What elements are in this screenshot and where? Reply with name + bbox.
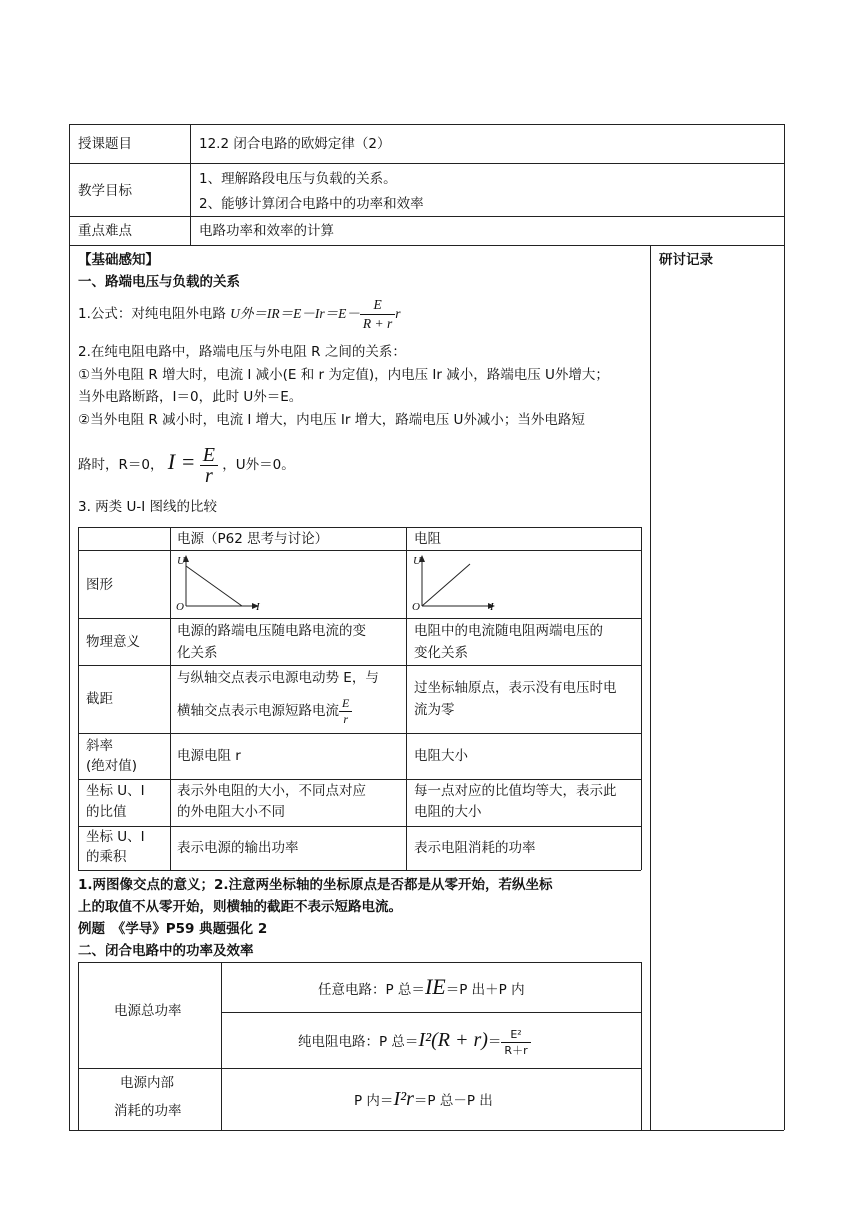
case2-line: ②当外电阻 R 减小时，电流 I 增大，内电压 Ir 增大，路端电压 U外减小；当外电路短 [78, 412, 585, 428]
ui-table-line [641, 527, 642, 870]
source-graph-origin: O [176, 601, 184, 613]
any-circuit-formula [318, 972, 525, 1002]
intercept-source: 与纵轴交点表示电源电动势 E，与 [177, 670, 379, 686]
table-right-border [784, 124, 785, 1130]
formula-prefix: 1.公式：对纯电阻外电路 [78, 306, 231, 322]
internal-expr: I²r [393, 1088, 414, 1110]
power-table-line [641, 962, 642, 1130]
header-col-divider [190, 124, 191, 245]
source-graph-axis-u: U [177, 555, 185, 567]
row-label-intercept: 截距 [86, 691, 113, 707]
internal-power-label: 电源内部 [120, 1075, 174, 1091]
ui-table-line [78, 527, 641, 528]
case1-line: ①当外电阻 R 增大时，电流 I 减小(E 和 r 为定值)，内电压 Ir 减小，路端电压 U外增大； [78, 367, 609, 383]
total-power-label: 电源总功率 [114, 1003, 182, 1019]
goal-item: 1、理解路段电压与负载的关系。 [199, 171, 397, 187]
table-bottom-border [69, 1130, 784, 1131]
fraction-numerator: E² [501, 1027, 530, 1043]
internal-tail: ＝P 总－P 出 [413, 1093, 493, 1109]
power-table-line [221, 962, 222, 1130]
power-table-line [221, 1012, 641, 1013]
ui-table-line [78, 527, 79, 870]
ui-table-line [170, 527, 171, 870]
intercept-source-line2 [177, 692, 352, 730]
resistor-graph-axis-i: I [490, 601, 494, 613]
pure-fraction [501, 1027, 530, 1058]
source-graph-axis-i: I [256, 601, 260, 613]
row-label-slope: 斜率 [86, 738, 113, 754]
conclusion-line: 1.两图像交点的意义；2.注意两坐标轴的坐标原点是否都是从零开始，若纵坐标 [78, 877, 553, 893]
current-fraction [200, 445, 218, 486]
resistor-graph-origin: O [412, 601, 420, 613]
row-label-slope: (绝对值) [86, 758, 138, 774]
meaning-resistor: 电阻中的电流随电阻两端电压的 [414, 623, 603, 639]
row-label-ratio: 坐标 U、I [86, 783, 145, 799]
internal-power-formula [354, 1084, 493, 1114]
course-title-label: 授课题目 [78, 136, 132, 152]
ratio-resistor: 每一点对应的比值均等大，表示此 [414, 783, 617, 799]
row-label-ratio: 的比值 [86, 804, 127, 820]
col-header-source: 电源（P62 思考与讨论） [177, 531, 329, 547]
power-table-line [78, 962, 79, 1130]
case2-text: ，U外＝0。 [222, 457, 295, 473]
basics-heading: 【基础感知】 [78, 252, 159, 268]
intercept-resistor: 流为零 [414, 702, 455, 718]
ratio-source: 表示外电阻的大小，不同点对应 [177, 783, 366, 799]
formula-fraction [360, 296, 395, 333]
section1-heading: 一、路端电压与负载的关系 [78, 274, 240, 290]
pure-label: 纯电阻电路：P 总＝ [298, 1034, 419, 1050]
course-title: 12.2 闭合电路的欧姆定律（2） [199, 136, 391, 152]
intercept-resistor: 过坐标轴原点，表示没有电压时电 [414, 680, 617, 696]
goals-label: 教学目标 [78, 183, 132, 199]
row-label-product: 的乘积 [86, 849, 127, 865]
resistor-graph-axis-u: U [413, 555, 421, 567]
internal-prefix: P 内＝ [354, 1093, 394, 1109]
ui-table-line [78, 870, 641, 871]
fraction-denominator: R + r [362, 315, 393, 331]
section2-heading: 二、闭合电路中的功率及效率 [78, 943, 254, 959]
pure-expr: I²(R + r) [418, 1029, 488, 1051]
relation-intro: 2.在纯电阻电路中，路端电压与外电阻 R 之间的关系： [78, 344, 406, 360]
row-label-graph: 图形 [86, 577, 113, 593]
meaning-source: 电源的路端电压随电路电流的变 [177, 623, 366, 639]
pure-eq: ＝ [487, 1034, 502, 1050]
source-ui-graph [176, 552, 266, 616]
current-symbol: I = [167, 449, 196, 474]
fraction-denominator: r [343, 711, 348, 726]
any-circuit-label: 任意电路：P 总＝ [318, 982, 425, 998]
side-col-divider [650, 245, 651, 1130]
key-points: 电路功率和效率的计算 [199, 223, 334, 239]
intercept-fraction [339, 696, 352, 727]
product-source: 表示电源的输出功率 [177, 840, 299, 856]
ui-table-line [78, 826, 641, 827]
col-header-resistor: 电阻 [414, 531, 441, 547]
internal-power-label: 消耗的功率 [114, 1103, 182, 1119]
case2-text: 路时，R＝0， [78, 457, 164, 473]
case2-line-formula [78, 440, 295, 487]
formula-body: U外＝IR＝E－Ir＝E－ [230, 306, 360, 321]
fraction-numerator: E [339, 696, 352, 712]
slope-resistor: 电阻大小 [414, 748, 468, 764]
ratio-source: 的外电阻大小不同 [177, 804, 285, 820]
goal-item: 2、能够计算闭合电路中的功率和效率 [199, 196, 424, 212]
fraction-numerator: E [200, 445, 218, 466]
intercept-source-text: 横轴交点表示电源短路电流 [177, 703, 339, 719]
ui-table-line [78, 779, 641, 780]
ui-table-line [78, 665, 641, 666]
formula-line [78, 292, 401, 336]
ui-table-line [406, 527, 407, 870]
row-divider [69, 216, 784, 217]
table-top-border [69, 124, 784, 125]
key-points-label: 重点难点 [78, 223, 132, 239]
ui-table-line [78, 618, 641, 619]
fraction-denominator: r [204, 464, 213, 487]
any-circuit-ie: IE [424, 974, 446, 999]
fraction-numerator: E [360, 296, 395, 315]
ui-table-line [78, 733, 641, 734]
fraction-denominator: R＋r [504, 1043, 528, 1057]
example-reference: 例题 《学导》P59 典题强化 2 [78, 921, 268, 937]
power-table-line [78, 962, 641, 963]
conclusion-line: 上的取值不从零开始，则横轴的截距不表示短路电流。 [78, 899, 402, 915]
meaning-resistor: 变化关系 [414, 645, 468, 661]
table-left-border [69, 124, 70, 1130]
ratio-resistor: 电阻的大小 [414, 804, 482, 820]
row-divider [69, 245, 784, 246]
row-divider [69, 163, 784, 164]
discussion-record-label: 研讨记录 [659, 252, 713, 268]
meaning-source: 化关系 [177, 645, 218, 661]
ui-compare-heading: 3. 两类 U-I 图线的比较 [78, 499, 217, 515]
power-table-line [78, 1068, 641, 1069]
formula-tail: r [395, 306, 401, 321]
product-resistor: 表示电阻消耗的功率 [414, 840, 536, 856]
row-label-product: 坐标 U、I [86, 829, 145, 845]
resistor-ui-graph [412, 552, 502, 616]
slope-source: 电源电阻 r [177, 748, 241, 764]
ui-table-line [78, 550, 641, 551]
pure-resistor-formula [298, 1018, 531, 1062]
any-circuit-tail: ＝P 出＋P 内 [445, 982, 525, 998]
row-label-meaning: 物理意义 [86, 634, 140, 650]
case1-line: 当外电路断路，I＝0，此时 U外＝E。 [78, 389, 303, 405]
